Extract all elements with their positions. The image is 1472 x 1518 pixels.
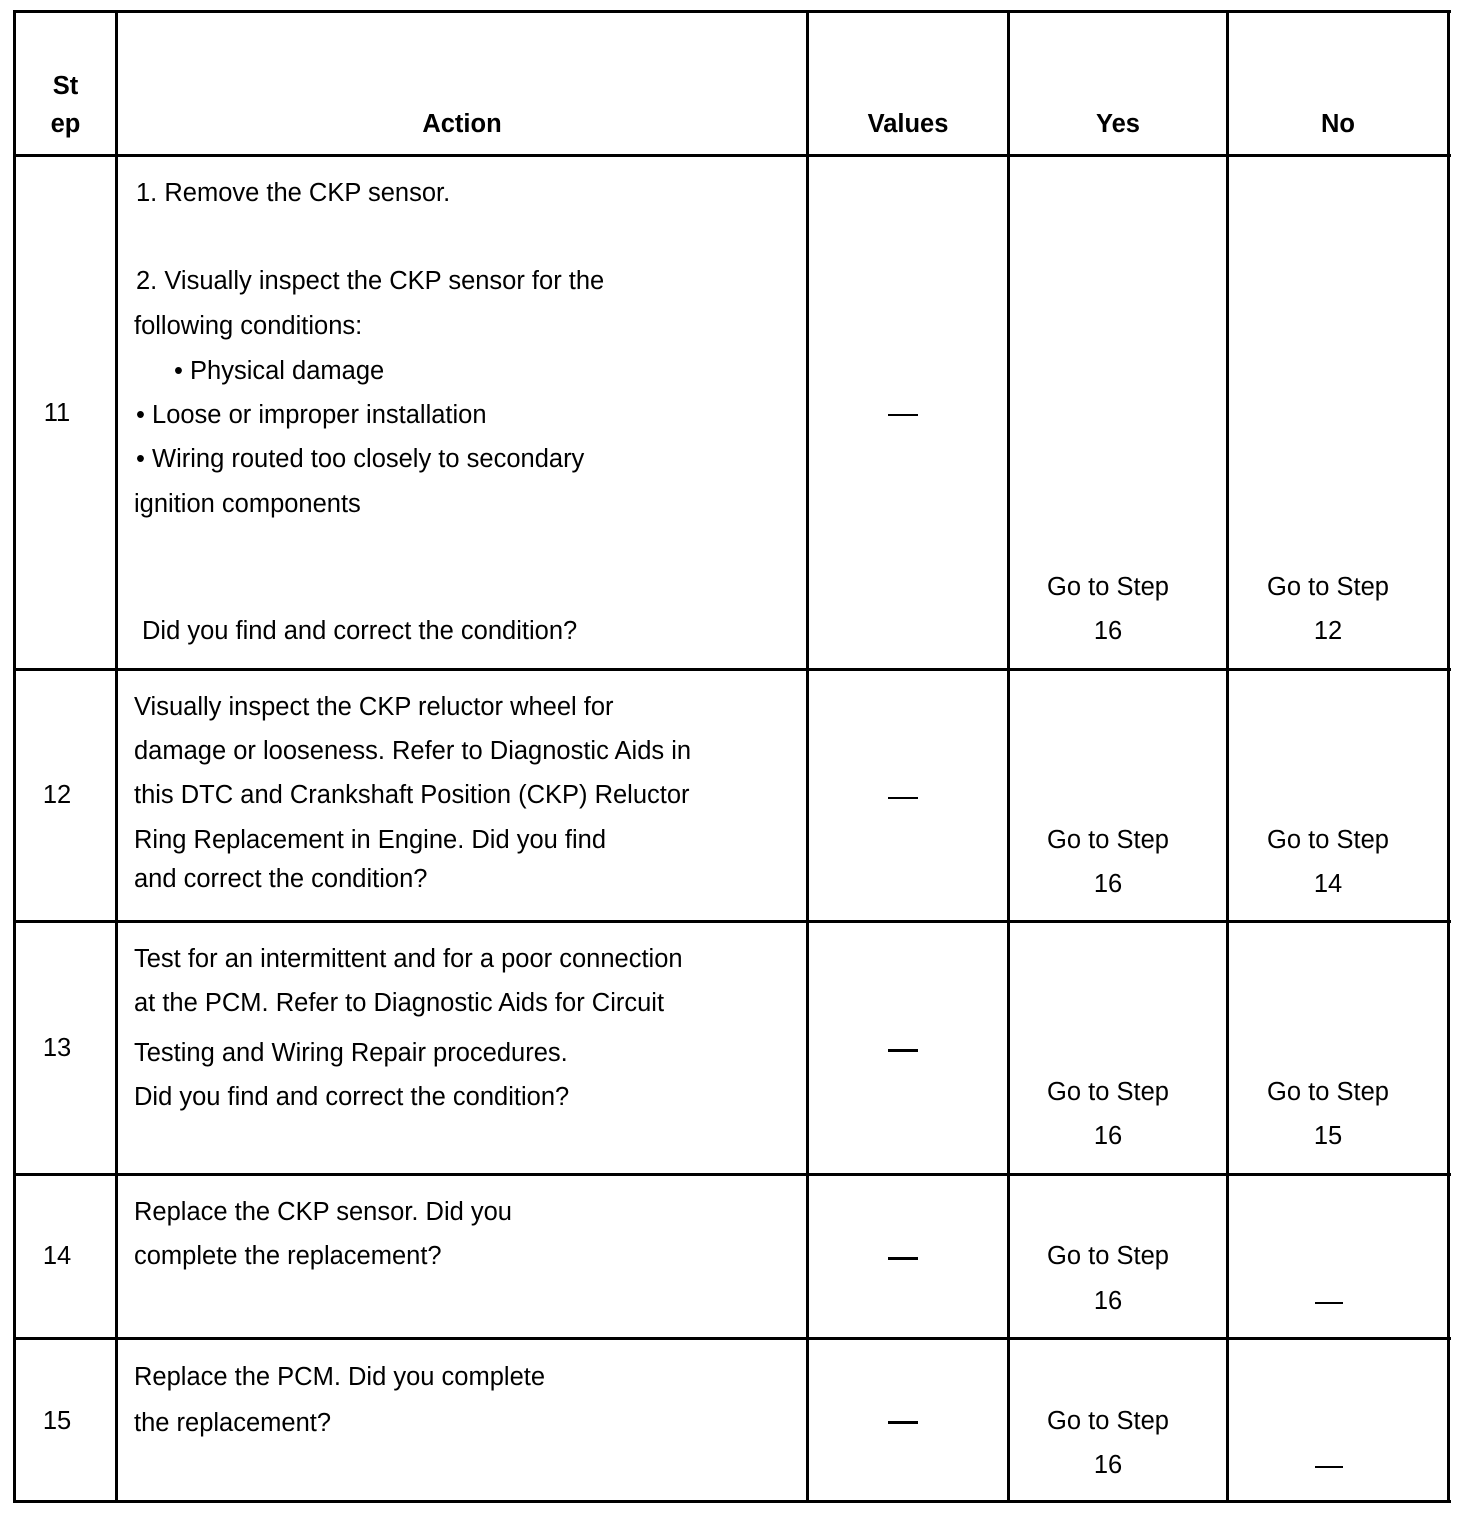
yes-goto: Go to Step	[1047, 1407, 1169, 1435]
step-number: 11	[43, 399, 71, 427]
no-goto: Go to Step	[1267, 1078, 1389, 1106]
header-no: No	[1321, 110, 1355, 138]
action-question: Did you find and correct the condition?	[134, 1083, 570, 1111]
yes-step: 16	[1093, 1451, 1123, 1479]
action-bullet: • Loose or improper installation	[136, 401, 487, 429]
yes-goto: Go to Step	[1047, 1078, 1169, 1106]
no-step: 15	[1313, 1122, 1343, 1150]
row-divider	[13, 1337, 1451, 1340]
action-line: 2. Visually inspect the CKP sensor for the	[136, 267, 605, 295]
action-line: at the PCM. Refer to Diagnostic Aids for Circuit	[134, 989, 665, 1017]
action-question: Did you find and correct the condition?	[142, 617, 578, 645]
table-border-bottom	[13, 1500, 1451, 1503]
no-dash	[1315, 1302, 1343, 1304]
values-dash	[888, 1421, 918, 1424]
action-line: Replace the CKP sensor. Did you	[134, 1198, 512, 1226]
row-divider	[13, 1173, 1451, 1176]
values-dash	[888, 797, 918, 799]
header-step-line2: ep	[50, 110, 81, 138]
action-line: this DTC and Crankshaft Position (CKP) Reluctor	[134, 781, 690, 809]
action-line: 1. Remove the CKP sensor.	[136, 179, 451, 207]
action-line: damage or looseness. Refer to Diagnostic Aids in	[134, 737, 692, 765]
values-dash	[888, 414, 918, 416]
values-dash	[888, 1049, 918, 1052]
no-step: 14	[1313, 870, 1343, 898]
column-divider	[806, 10, 809, 1503]
column-divider	[115, 10, 118, 1503]
row-divider	[13, 668, 1451, 671]
values-dash	[888, 1257, 918, 1260]
action-bullet: • Wiring routed too closely to secondary	[136, 445, 585, 473]
step-number: 12	[42, 781, 72, 809]
no-dash	[1315, 1466, 1343, 1468]
header-yes: Yes	[1096, 110, 1140, 138]
yes-step: 16	[1093, 1122, 1123, 1150]
column-divider	[1007, 10, 1010, 1503]
step-number: 13	[42, 1034, 72, 1062]
yes-goto: Go to Step	[1047, 826, 1169, 854]
action-line: complete the replacement?	[134, 1242, 442, 1270]
column-divider	[1226, 10, 1229, 1503]
action-line: Testing and Wiring Repair procedures.	[134, 1039, 568, 1067]
header-action: Action	[422, 110, 502, 138]
table-border-top	[13, 10, 1451, 13]
header-values: Values	[867, 110, 949, 138]
yes-goto: Go to Step	[1047, 573, 1169, 601]
yes-step: 16	[1093, 1287, 1123, 1315]
step-number: 14	[42, 1242, 72, 1270]
action-bullet: • Physical damage	[174, 357, 385, 385]
action-line: Visually inspect the CKP reluctor wheel for	[134, 693, 614, 721]
action-line: Ring Replacement in Engine. Did you find	[134, 826, 607, 854]
header-divider	[13, 154, 1451, 157]
yes-goto: Go to Step	[1047, 1242, 1169, 1270]
action-line: ignition components	[134, 490, 361, 518]
step-number: 15	[42, 1407, 72, 1435]
action-line: Replace the PCM. Did you complete	[134, 1363, 546, 1391]
action-line: following conditions:	[134, 312, 363, 340]
no-step: 12	[1313, 617, 1343, 645]
table-border-right	[1447, 10, 1450, 1503]
action-line: and correct the condition?	[134, 865, 428, 893]
no-goto: Go to Step	[1267, 826, 1389, 854]
row-divider	[13, 920, 1451, 923]
yes-step: 16	[1093, 870, 1123, 898]
header-step-line1: St	[52, 72, 79, 100]
yes-step: 16	[1093, 617, 1123, 645]
no-goto: Go to Step	[1267, 573, 1389, 601]
action-line: Test for an intermittent and for a poor connection	[134, 945, 683, 973]
action-line: the replacement?	[134, 1409, 332, 1437]
table-border-left	[13, 10, 16, 1503]
